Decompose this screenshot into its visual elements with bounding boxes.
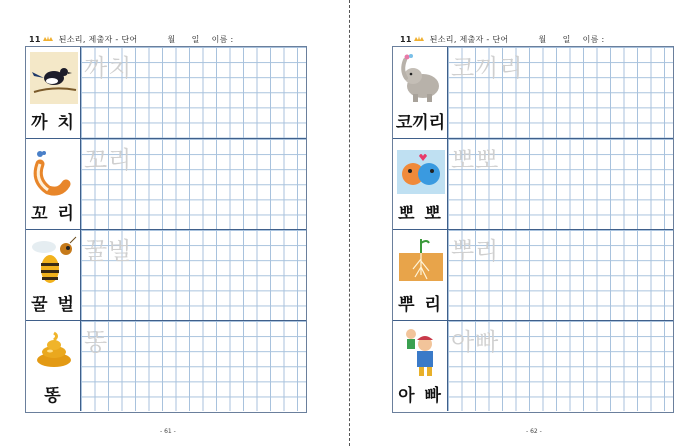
trace-word: 까치 [84, 54, 133, 82]
picture-cell [393, 139, 448, 229]
trace-word: 코끼리 [451, 54, 524, 82]
lesson-number: 11 [400, 34, 412, 44]
word-label: 뽀 뽀 [398, 204, 443, 224]
word-label: 뿌 리 [398, 295, 443, 315]
dad-picture [397, 326, 445, 378]
left-header [29, 33, 234, 45]
tail-picture [30, 144, 78, 196]
writing-grid[interactable] [448, 321, 673, 411]
page-number: - 61 - [160, 428, 176, 435]
word-row [26, 138, 306, 229]
poop-picture [30, 326, 78, 378]
word-label: 까 치 [31, 113, 76, 133]
trace-word: 꼬리 [84, 146, 133, 174]
writing-grid[interactable] [448, 230, 673, 320]
picture-cell [26, 139, 81, 229]
word-row [393, 138, 673, 229]
word-label: 아 빠 [398, 386, 443, 406]
trace-word: 뽀뽀 [451, 146, 500, 174]
day-label: 일 [562, 34, 571, 44]
picture-cell [26, 230, 81, 320]
month-label: 월 [538, 34, 547, 44]
picture-cell [393, 321, 448, 411]
worksheet-title: 된소리, 제출자 - 단어 [58, 34, 138, 44]
hand-icon [413, 35, 425, 44]
trace-word: 꿀벌 [84, 237, 133, 265]
writing-grid[interactable] [448, 139, 673, 229]
picture-cell [26, 321, 81, 411]
word-row [393, 229, 673, 320]
writing-grid[interactable] [81, 139, 306, 229]
right-worksheet [392, 46, 674, 413]
word-row [393, 47, 673, 138]
bee-picture [30, 235, 78, 287]
name-label: 이름 : [582, 34, 605, 44]
lesson-number: 11 [29, 34, 41, 44]
left-worksheet [25, 46, 307, 413]
word-label: 똥 [44, 386, 63, 406]
word-row [393, 320, 673, 411]
picture-cell [393, 47, 448, 138]
writing-grid[interactable] [448, 47, 673, 138]
magpie-picture [30, 52, 78, 104]
writing-grid[interactable] [81, 47, 306, 138]
trace-word: 똥 [84, 328, 109, 356]
word-label: 코끼리 [395, 113, 446, 133]
picture-cell [393, 230, 448, 320]
writing-grid[interactable] [81, 321, 306, 411]
hand-icon [42, 35, 54, 44]
right-header [400, 33, 605, 45]
picture-cell [26, 47, 81, 138]
month-label: 월 [167, 34, 176, 44]
word-label: 꼬 리 [31, 204, 76, 224]
elephant-picture [397, 52, 445, 104]
root-picture [397, 235, 445, 287]
kiss-picture [397, 144, 445, 196]
word-row [26, 47, 306, 138]
writing-grid[interactable] [81, 230, 306, 320]
trace-word: 아빠 [451, 328, 500, 356]
word-row [26, 229, 306, 320]
trace-word: 뿌리 [451, 237, 500, 265]
word-row [26, 320, 306, 411]
word-label: 꿀 벌 [31, 295, 76, 315]
worksheet-title: 된소리, 제출자 - 단어 [429, 34, 509, 44]
name-label: 이름 : [211, 34, 234, 44]
day-label: 일 [191, 34, 200, 44]
page-number: - 62 - [526, 428, 542, 435]
